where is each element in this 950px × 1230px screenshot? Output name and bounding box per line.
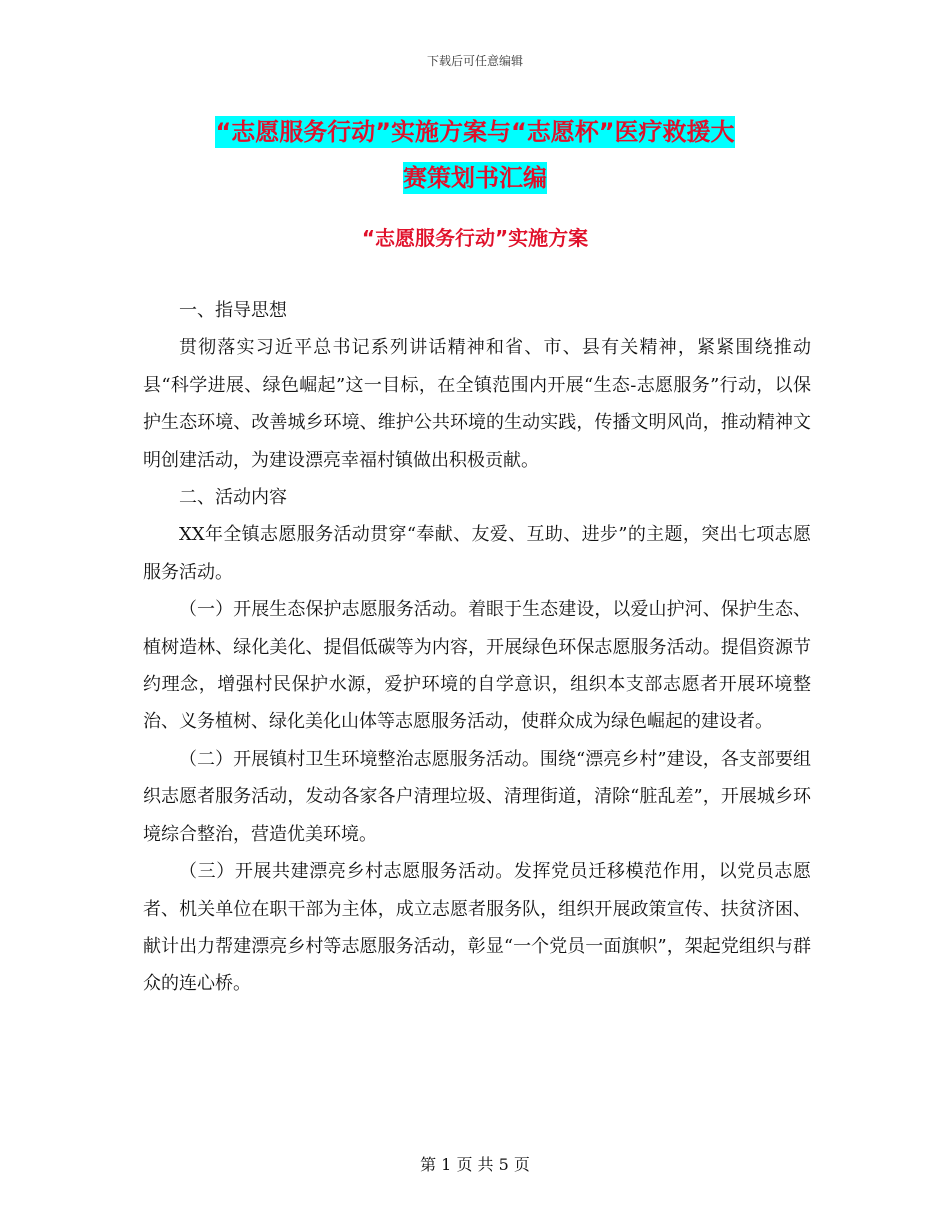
page-header: 下载后可任意编辑 [426, 54, 523, 68]
heading-activity-content: 二、活动内容 [179, 487, 287, 509]
heading-guiding-thought: 一、指导思想 [179, 300, 287, 321]
title-highlight-2: 赛策划书汇编 [403, 164, 547, 192]
document-title-line-1 [0, 112, 950, 147]
title-highlight-1: “志愿服务行动”实施方案与“志愿杯”医疗救援大 [215, 118, 735, 146]
paragraph: （一）开展生态保护志愿服务活动。着眼于生态建设，以爱山护河、保护生态、植树造林、绿化美化、提倡低碳等为内容，开展绿色环保志愿服务活动。提倡资源节约理念，增强村民保护水源，爱护环境的自学意识，组织本支部志愿者开展环境整治、义务植树、绿化美化山体等志愿服务活动，使群众成为绿色崛起的建设者。 [143, 599, 811, 733]
section-title: “志愿服务行动”实施方案 [361, 226, 589, 250]
document-body [143, 292, 811, 1003]
page-footer: 第 1 页 共 5 页 [420, 1155, 530, 1174]
paragraph: （三）开展共建漂亮乡村志愿服务活动。发挥党员迁移模范作用，以党员志愿者、机关单位在职干部为主体，成立志愿者服务队，组织开展政策宣传、扶贫济困、献计出力帮建漂亮乡村等志愿服务活动，彰显“一个党员一面旗帜”，架起党组织与群众的连心桥。 [143, 861, 811, 995]
paragraph: （二）开展镇村卫生环境整治志愿服务活动。围绕“漂亮乡村”建设，各支部要组织志愿者服务活动，发动各家各户清理垃圾、清理街道，清除“脏乱差”，开展城乡环境综合整治，营造优美环境。 [143, 748, 811, 845]
paragraph: XX年全镇志愿服务活动贯穿“奉献、友爱、互助、进步”的主题，突出七项志愿服务活动。 [143, 524, 811, 583]
document-title-line-2 [0, 158, 950, 193]
paragraph: 贯彻落实习近平总书记系列讲话精神和省、市、县有关精神，紧紧围绕推动县“科学进展、绿色崛起”这一目标，在全镇范围内开展“生态-志愿服务”行动，以保护生态环境、改善城乡环境、维护公共环境的生动实践，传播文明风尚，推动精神文明创建活动，为建设漂亮幸福村镇做出积极贡献。 [143, 337, 811, 471]
